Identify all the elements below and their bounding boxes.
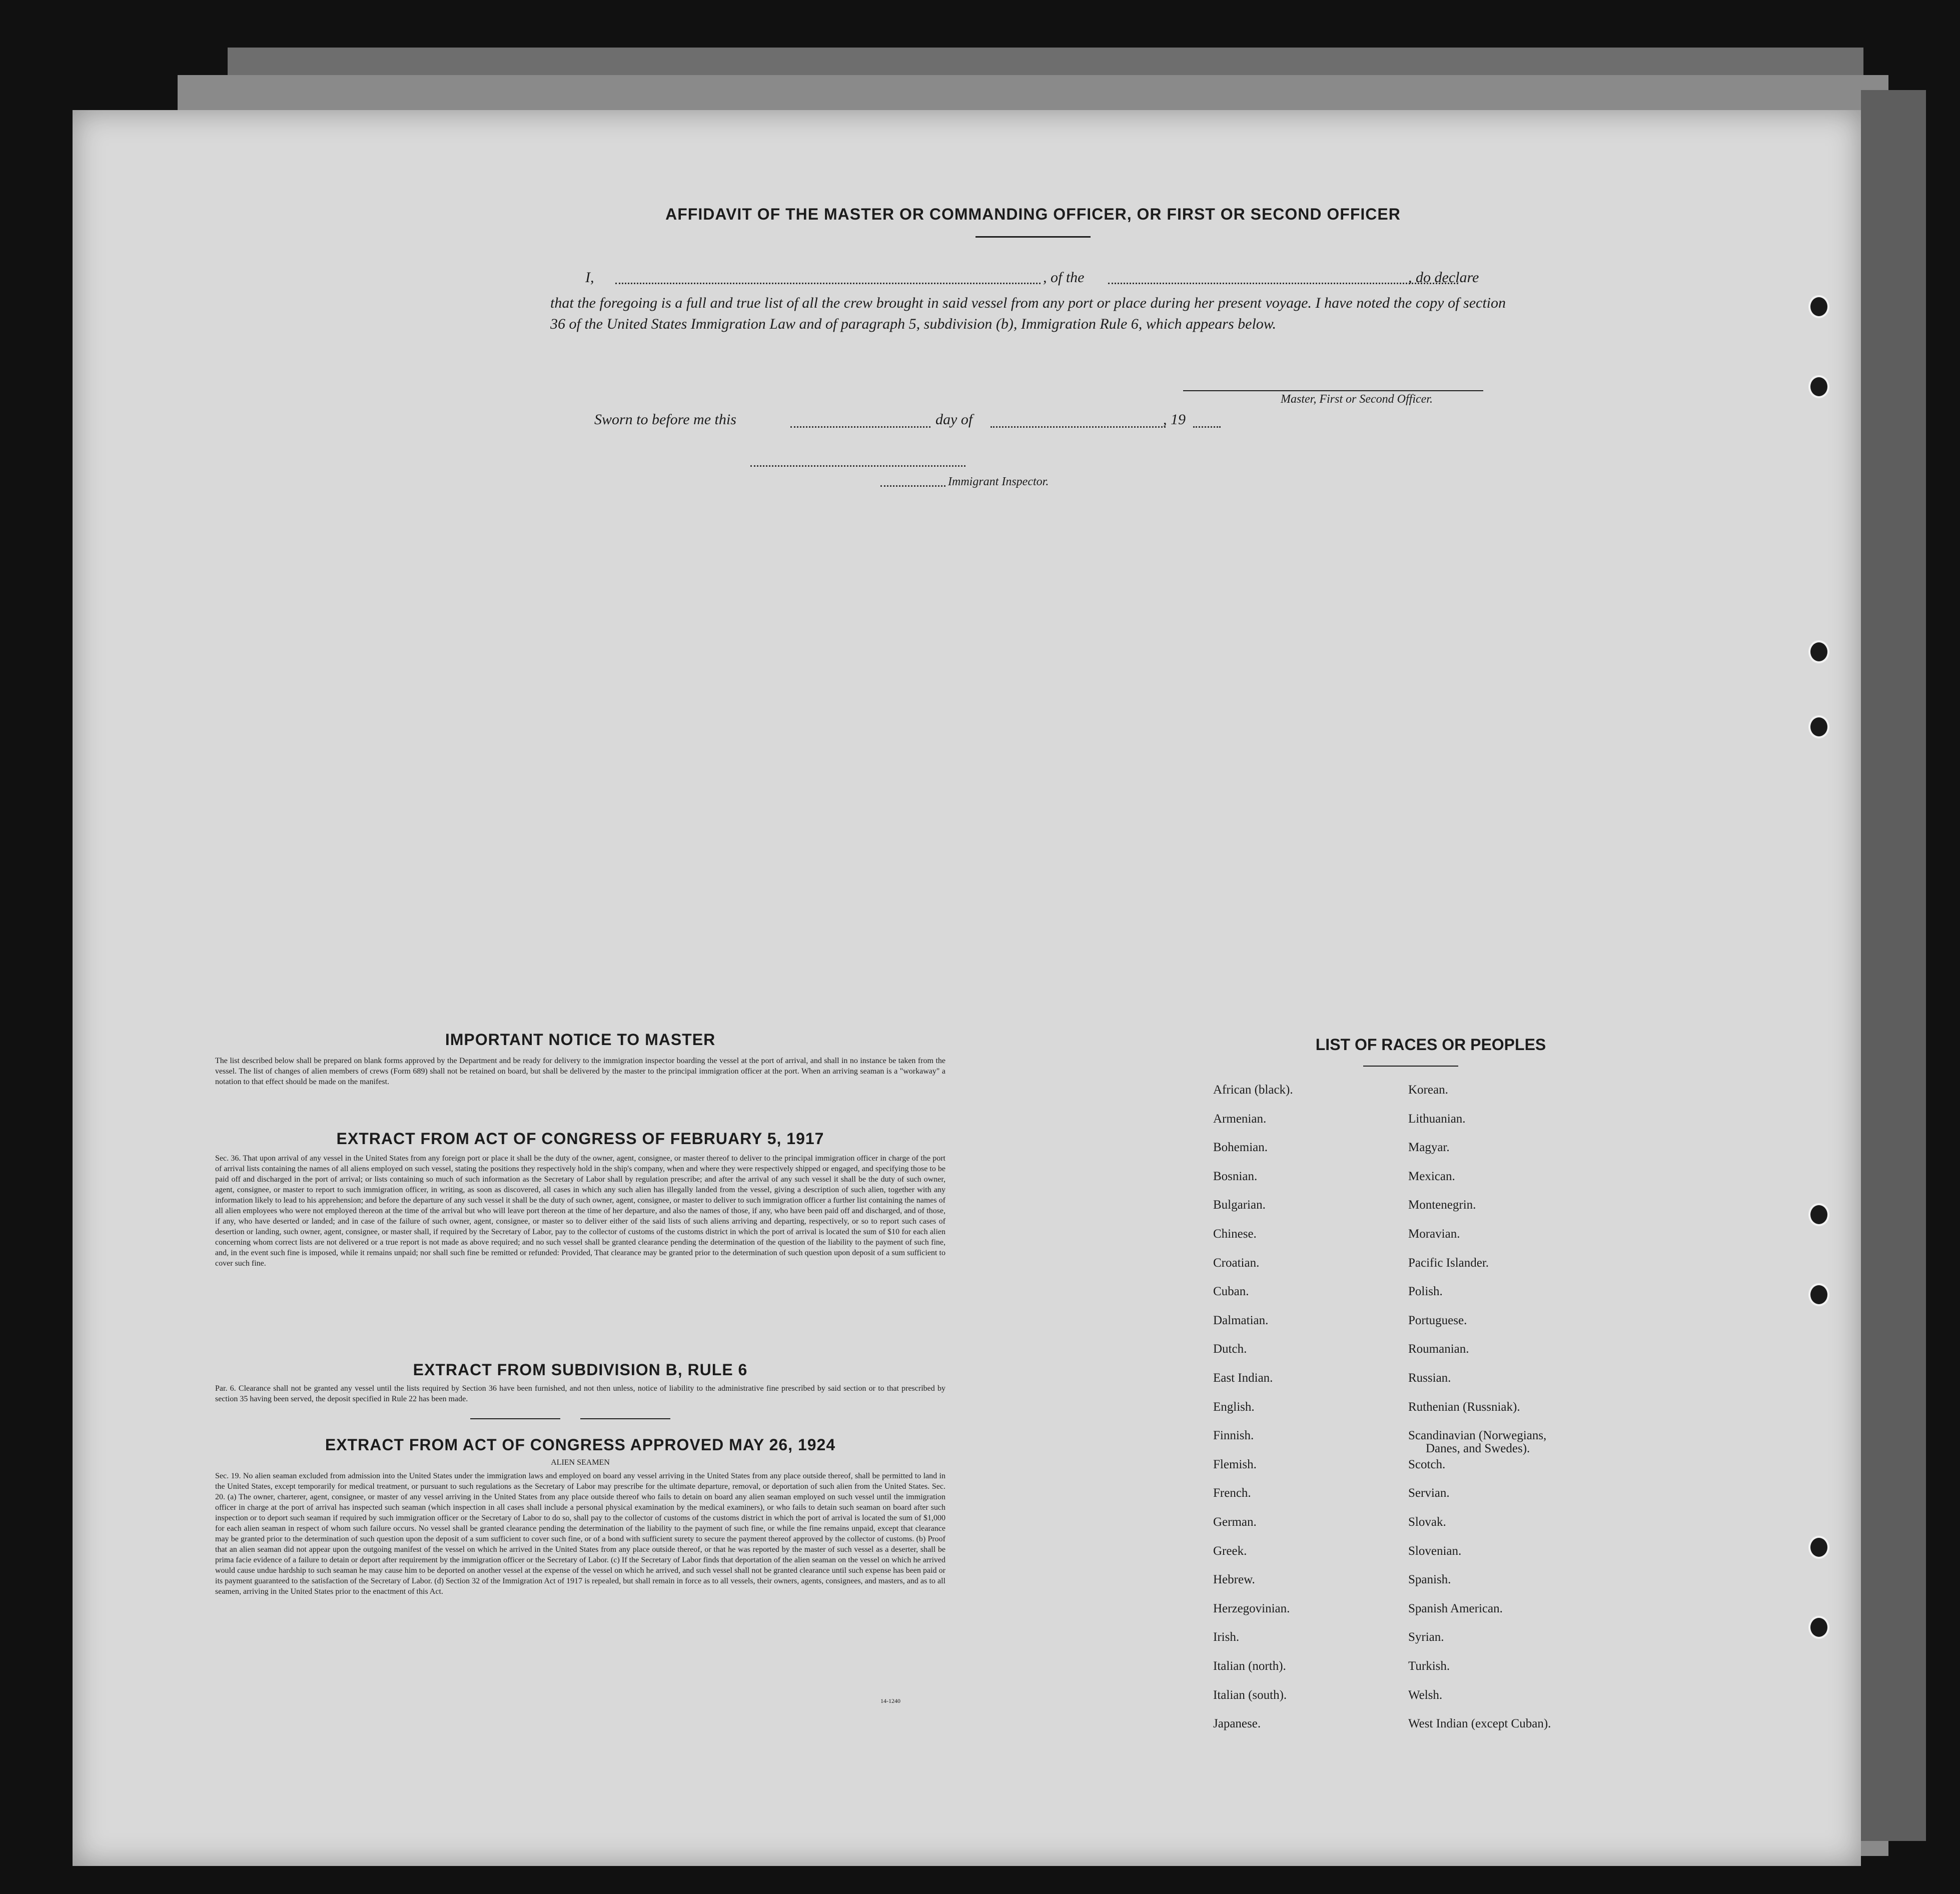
sworn-label: Sworn to before me this — [594, 411, 736, 428]
race-right-item: Spanish. — [1408, 1573, 1451, 1587]
race-right-item: Moravian. — [1408, 1227, 1460, 1241]
race-left-item: Italian (north). — [1213, 1659, 1286, 1673]
declare-label: , do declare — [1408, 269, 1479, 286]
race-right-item: Lithuanian. — [1408, 1112, 1466, 1126]
year-label: , 19 — [1163, 411, 1186, 428]
race-right-item: Servian. — [1408, 1486, 1450, 1500]
race-right-item: Scotch. — [1408, 1457, 1446, 1471]
race-left-item: Japanese. — [1213, 1717, 1261, 1731]
inspector-signature-field[interactable] — [750, 465, 965, 467]
form-sheet — [73, 110, 1861, 1866]
race-right-item: Turkish. — [1408, 1659, 1450, 1673]
race-right-item: Syrian. — [1408, 1630, 1444, 1644]
declarant-label: I, — [585, 269, 594, 286]
section-divider — [580, 1418, 670, 1419]
vessel-label: , of the — [1043, 269, 1085, 286]
sworn-month-field[interactable] — [991, 426, 1166, 428]
binder-hole-icon — [1808, 1616, 1829, 1639]
binder-hole-icon — [1808, 375, 1829, 398]
extract2-title: EXTRACT FROM SUBDIVISION B, RULE 6 — [413, 1361, 748, 1379]
declarant-name-field[interactable] — [615, 283, 1041, 284]
race-right-item: West Indian (except Cuban). — [1408, 1717, 1551, 1731]
signature-label: Master, First or Second Officer. — [1281, 393, 1433, 406]
binder-hole-icon — [1808, 1203, 1829, 1226]
sworn-day-field[interactable] — [790, 426, 930, 428]
vessel-name-field[interactable] — [1108, 283, 1458, 284]
races-title-underline — [1363, 1066, 1458, 1067]
race-left-item: Bulgarian. — [1213, 1198, 1266, 1212]
race-left-item: Herzegovinian. — [1213, 1601, 1290, 1615]
race-left-item: Irish. — [1213, 1630, 1240, 1644]
form-number: 14-1240 — [880, 1697, 900, 1704]
inspector-prefix-dots — [880, 485, 945, 487]
race-left-item: Dalmatian. — [1213, 1313, 1269, 1327]
race-right-item: Mexican. — [1408, 1169, 1455, 1183]
race-right-item: Slovak. — [1408, 1515, 1446, 1529]
binder-hole-icon — [1808, 640, 1829, 663]
day-of-label: day of — [935, 411, 973, 428]
race-left-item: Italian (south). — [1213, 1688, 1287, 1702]
extract3-title: EXTRACT FROM ACT OF CONGRESS APPROVED MAY 26, 1924 — [325, 1436, 836, 1454]
race-left-item: German. — [1213, 1515, 1257, 1529]
race-right-item: Ruthenian (Russniak). — [1408, 1400, 1520, 1414]
inspector-label: Immigrant Inspector. — [948, 475, 1049, 488]
extract3-subtitle: ALIEN SEAMEN — [551, 1458, 610, 1467]
extract1-title: EXTRACT FROM ACT OF CONGRESS OF FEBRUARY 5, 1917 — [336, 1130, 824, 1148]
binder-hole-icon — [1808, 1536, 1829, 1559]
signature-line[interactable] — [1183, 390, 1483, 391]
race-right-item: Slovenian. — [1408, 1544, 1462, 1558]
race-left-item: Hebrew. — [1213, 1573, 1255, 1587]
race-left-item: Armenian. — [1213, 1112, 1267, 1126]
race-left-item: Bosnian. — [1213, 1169, 1258, 1183]
binder-hole-icon — [1808, 295, 1829, 318]
race-right-item: Scandinavian (Norwegians, — [1408, 1429, 1547, 1443]
race-left-item: English. — [1213, 1400, 1255, 1414]
race-left-item: Croatian. — [1213, 1256, 1260, 1270]
race-right-item: Pacific Islander. — [1408, 1256, 1489, 1270]
race-right-item-continuation: Danes, and Swedes). — [1426, 1442, 1530, 1456]
sworn-year-field[interactable] — [1193, 426, 1221, 428]
race-right-item: Spanish American. — [1408, 1601, 1503, 1615]
race-right-item: Russian. — [1408, 1371, 1451, 1385]
race-left-item: Chinese. — [1213, 1227, 1257, 1241]
race-left-item: Flemish. — [1213, 1457, 1257, 1471]
title-underline — [975, 236, 1091, 238]
race-right-item: Welsh. — [1408, 1688, 1443, 1702]
back-sheet-edge — [1861, 90, 1926, 1841]
binder-hole-icon — [1808, 715, 1829, 738]
extract3-text: Sec. 19. No alien seaman excluded from admission into the United States under the immigration laws and employed on board any vessel arriving in the United States from any place outside thereof, shall be permitted to land in the United States, except temporarily for medical treatment, or pursuant to such regulations as the Secretary of Labor may prescribe for the ultimate departure, removal, or deportation of such alien from the United States. Sec. 20. (a) The owner, charterer, agent, consignee, or master of any vessel arriving in the United States from any place outside thereof who fails to detain on board any alien seaman employed on such vessel until the immigration officer in charge at the port of arrival has inspected such seaman (which inspection in all cases shall include a personal physical examination by the medical examiners), or who fails to detain such seaman on board after such inspection or to deport such seaman if required by such immigration officer or the Secretary of Labor to do so, shall pay to the collector of customs of the customs district in which the port of arrival is located the sum of $1,000 for each alien seaman in respect of whom such failure occurs. No vessel shall be granted clearance pending the determination of the liability to the payment of such fine, or while the fine remains unpaid, except that clearance may be granted prior to the determination of such question upon the deposit of a sum sufficient to cover such fine, or of a bond with sufficient surety to secure the payment thereof approved by the collector of customs. (b) Proof that an alien seaman did not appear upon the outgoing manifest of the vessel on which he arrived in the United States from any place outside thereof, or that he was reported by the master of such vessel as a deserter, shall be prima facie evidence of a failure to detain or deport after requirement by the immigration officer or the Secretary of Labor. (c) If the Secretary of Labor finds that deportation of the alien seaman on the vessel on which he arrived would cause undue hardship to such seaman he may cause him to be deported on another vessel at the expense of the vessel on which he arrived, and such vessel shall not be granted clearance until such expense has been paid or its payment guaranteed to the satisfaction of the Secretary of Labor. (d) Section 32 of the Immigration Act of 1917 is repealed, but shall remain in force as to all vessels, their owners, agents, consignees, and masters, and as to all seamen, arriving in the United States prior to the enactment of this Act. — [215, 1472, 945, 1596]
race-left-item: Cuban. — [1213, 1285, 1249, 1299]
races-title: LIST OF RACES OR PEOPLES — [1315, 1036, 1546, 1054]
race-right-item: Polish. — [1408, 1285, 1443, 1299]
race-right-item: Roumanian. — [1408, 1342, 1469, 1356]
race-left-item: Bohemian. — [1213, 1141, 1268, 1155]
race-left-item: Dutch. — [1213, 1342, 1247, 1356]
race-left-item: East Indian. — [1213, 1371, 1273, 1385]
race-left-item: Finnish. — [1213, 1429, 1254, 1443]
affidavit-body: that the foregoing is a full and true list of all the crew brought in said vessel from any port or place during her present voyage. I have noted the copy of section 36 of the United States Immigration Law and of paragraph 5, subdivision (b), Immigration Rule 6, which appears below. — [550, 295, 1506, 332]
race-left-item: Greek. — [1213, 1544, 1247, 1558]
section-divider — [470, 1418, 560, 1419]
race-right-item: Magyar. — [1408, 1141, 1450, 1155]
affidavit-title: AFFIDAVIT OF THE MASTER OR COMMANDING OFFICER, OR FIRST OR SECOND OFFICER — [665, 205, 1401, 223]
notice-title: IMPORTANT NOTICE TO MASTER — [445, 1031, 716, 1049]
race-right-item: Korean. — [1408, 1083, 1448, 1097]
notice-text: The list described below shall be prepared on blank forms approved by the Department and be ready for delivery to the immigration inspector boarding the vessel at the port of arrival, and shall in no instance be taken from the vessel. The list of changes of alien members of crews (Form 689) shall not be retained on board, but shall be delivered by the master to the principal immigration officer at the port. When an arriving seaman is a "workaway" a notation to that effect should be made on the manifest. — [215, 1057, 945, 1086]
binder-hole-icon — [1808, 1283, 1829, 1306]
race-right-item: Portuguese. — [1408, 1313, 1467, 1327]
race-left-item: African (black). — [1213, 1083, 1293, 1097]
extract1-text: Sec. 36. That upon arrival of any vessel in the United States from any foreign port or place it shall be the duty of the owner, agent, consignee, or master thereof to deliver to the principal immigration officer in charge of the port of arrival lists containing the names of all aliens employed on such vessel, stating the positions they respectively hold in the ship's company, when and where they were respectively shipped or engaged, and specifying those to be paid off and discharged in the port of arrival; or lists containing so much of such information as the Secretary of Labor shall by regulation prescribe; and after the arrival of any such vessel it shall be the duty of such owner, agent, consignee, or master to report to such immigration officer, in writing, as soon as discovered, all cases in which any such alien has illegally landed from the vessel, giving a description of such alien, together with any information likely to lead to his apprehension; and before the departure of any such vessel it shall be the duty of such owner, agent, consignee, or master to deliver to such immigration officer a further list containing the names of all alien employees who were not employed thereon at the time of the arrival but who will leave port thereon at the time of her departure, and also the names of those, if any, who have been paid off and discharged, and of those, if any, who have deserted or landed; and in case of the failure of such owner, agent, consignee, or master so to deliver either of the said lists of such aliens arriving and departing, respectively, or so to report such cases of desertion or landing, such owner, agent, consignee, or master shall, if required by the Secretary of Labor, pay to the collector of customs of the customs district in which the port of arrival is located the sum of $10 for each alien concerning whom correct lists are not delivered or a true report is not made as above required; and no such vessel shall be granted clearance pending the determination of the question of the liability to the payment of such fine, and, in the event such fine is imposed, while it remains unpaid; nor shall such fine be remitted or refunded: Provided, That clearance may be granted prior to the determination of such question upon deposit of a sum sufficient to cover such fine. — [215, 1154, 945, 1268]
race-right-item: Montenegrin. — [1408, 1198, 1476, 1212]
race-left-item: French. — [1213, 1486, 1251, 1500]
extract2-text: Par. 6. Clearance shall not be granted any vessel until the lists required by Section 36 have been furnished, and not then unless, notice of liability to the administrative fine prescribed by said section or to that prescribed by section 35 having been served, the deposit specified in Rule 22 has been made. — [215, 1384, 945, 1403]
